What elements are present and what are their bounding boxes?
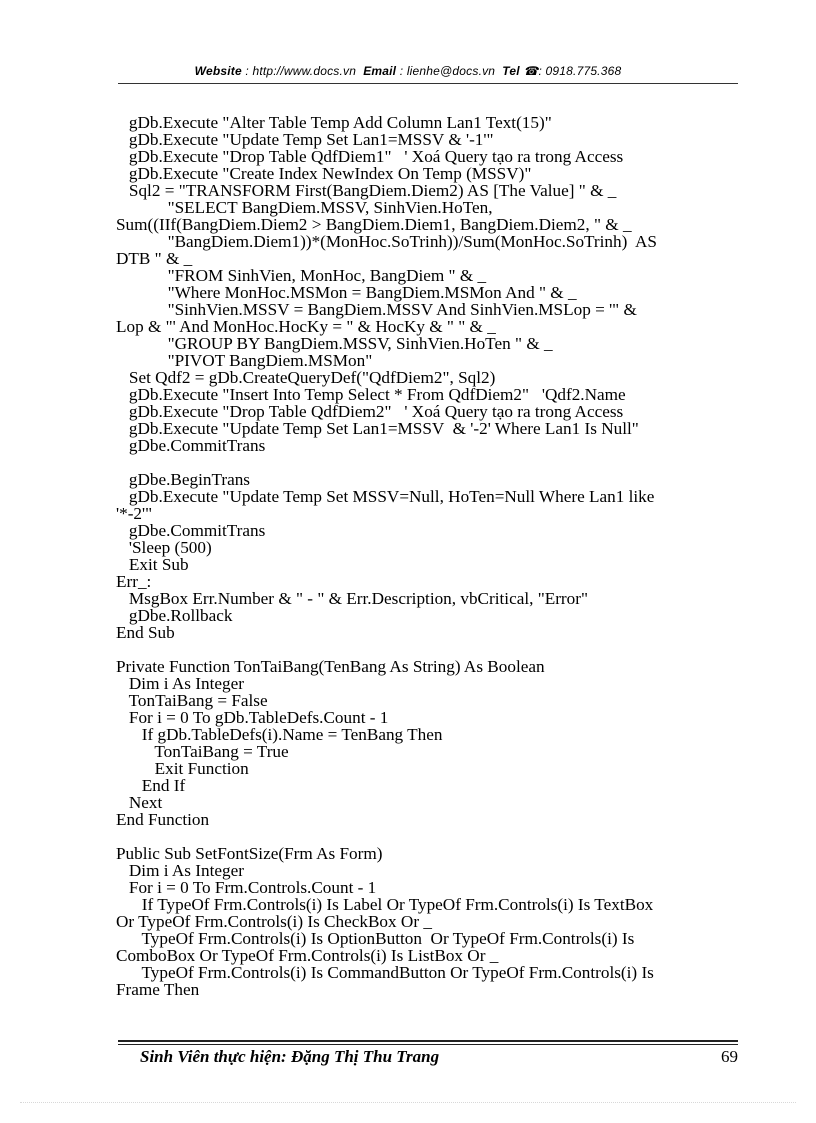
code-line: gDbe.CommitTrans xyxy=(116,436,266,455)
website-url: : http://www.docs.vn xyxy=(245,64,357,78)
blank-line xyxy=(116,454,736,471)
code-line: gDbe.BeginTrans xyxy=(116,470,250,489)
code-line: For i = 0 To gDb.TableDefs.Count - 1 xyxy=(116,708,389,727)
code-line: End If xyxy=(116,776,186,795)
code-line: gDbe.CommitTrans xyxy=(116,521,266,540)
code-line: "SinhVien.MSSV = BangDiem.MSSV And SinhVien.MSLop = '" & xyxy=(116,300,637,319)
blank-line xyxy=(116,828,736,845)
code-line: gDb.Execute "Update Temp Set MSSV=Null, HoTen=Null Where Lan1 like xyxy=(116,487,655,506)
code-line: Exit Function xyxy=(116,759,249,778)
code-line: Private Function TonTaiBang(TenBang As String) As Boolean xyxy=(116,657,545,676)
code-line: TypeOf Frm.Controls(i) Is CommandButton Or TypeOf Frm.Controls(i) Is xyxy=(116,963,654,982)
email-address: : lienhe@docs.vn xyxy=(399,64,496,78)
footer-divider-thick xyxy=(118,1040,738,1042)
code-line: DTB " & _ xyxy=(116,249,193,268)
code-line: Sql2 = "TRANSFORM First(BangDiem.Diem2) AS [The Value] " & _ xyxy=(116,181,617,200)
blank-line xyxy=(116,641,736,658)
code-line: gDb.Execute "Update Temp Set Lan1=MSSV & '-1'" xyxy=(116,130,494,149)
code-line: 'Sleep (500) xyxy=(116,538,212,557)
page-number: 69 xyxy=(721,1047,738,1066)
code-line: Set Qdf2 = gDb.CreateQueryDef("QdfDiem2", Sql2) xyxy=(116,368,496,387)
code-listing xyxy=(116,114,736,998)
code-line: TypeOf Frm.Controls(i) Is OptionButton Or TypeOf Frm.Controls(i) Is xyxy=(116,929,635,948)
code-line: Public Sub SetFontSize(Frm As Form) xyxy=(116,844,383,863)
tel-number: : 0918.775.368 xyxy=(538,64,622,78)
footer-divider-thin xyxy=(118,1044,738,1045)
code-line: MsgBox Err.Number & " - " & Err.Description, vbCritical, "Error" xyxy=(116,589,588,608)
code-line: Or TypeOf Frm.Controls(i) Is CheckBox Or _ xyxy=(116,912,432,931)
code-line: "BangDiem.Diem1))*(MonHoc.SoTrinh))/Sum(MonHoc.SoTrinh) AS xyxy=(116,232,657,251)
header-divider xyxy=(118,83,738,84)
code-line: '*-2'" xyxy=(116,504,153,523)
code-line: Exit Sub xyxy=(116,555,189,574)
page-header xyxy=(0,64,816,78)
footer-author: Sinh Viên thực hiện: Đặng Thị Thu Trang xyxy=(140,1047,440,1066)
code-line: TonTaiBang = False xyxy=(116,691,268,710)
code-line: "GROUP BY BangDiem.MSSV, SinhVien.HoTen " & _ xyxy=(116,334,553,353)
code-line: gDb.Execute "Alter Table Temp Add Column Lan1 Text(15)" xyxy=(116,113,552,132)
email-label: Email xyxy=(363,64,397,78)
code-line: ComboBox Or TypeOf Frm.Controls(i) Is ListBox Or _ xyxy=(116,946,499,965)
code-line: For i = 0 To Frm.Controls.Count - 1 xyxy=(116,878,377,897)
code-line: gDb.Execute "Insert Into Temp Select * From QdfDiem2" 'Qdf2.Name xyxy=(116,385,626,404)
website-label: Website xyxy=(194,64,242,78)
code-line: gDb.Execute "Drop Table QdfDiem2" ' Xoá Query tạo ra trong Access xyxy=(116,402,624,421)
code-line: Sum((IIf(BangDiem.Diem2 > BangDiem.Diem1, BangDiem.Diem2, " & _ xyxy=(116,215,632,234)
code-line: gDb.Execute "Drop Table QdfDiem1" ' Xoá Query tạo ra trong Access xyxy=(116,147,624,166)
code-line: Dim i As Integer xyxy=(116,861,244,880)
code-line: "PIVOT BangDiem.MSMon" xyxy=(116,351,373,370)
code-line: Dim i As Integer xyxy=(116,674,244,693)
code-line: If gDb.TableDefs(i).Name = TenBang Then xyxy=(116,725,443,744)
page-bottom-border xyxy=(20,1102,796,1103)
code-line: gDb.Execute "Create Index NewIndex On Temp (MSSV)" xyxy=(116,164,532,183)
code-line: Err_: xyxy=(116,572,152,591)
phone-icon: ☎ xyxy=(523,64,539,78)
code-line: "SELECT BangDiem.MSSV, SinhVien.HoTen, xyxy=(116,198,493,217)
code-line: "FROM SinhVien, MonHoc, BangDiem " & _ xyxy=(116,266,487,285)
code-line: TonTaiBang = True xyxy=(116,742,289,761)
code-line: gDbe.Rollback xyxy=(116,606,233,625)
code-line: gDb.Execute "Update Temp Set Lan1=MSSV & '-2' Where Lan1 Is Null" xyxy=(116,419,639,438)
code-line: If TypeOf Frm.Controls(i) Is Label Or TypeOf Frm.Controls(i) Is TextBox xyxy=(116,895,654,914)
code-line: "Where MonHoc.MSMon = BangDiem.MSMon And " & _ xyxy=(116,283,577,302)
code-line: End Function xyxy=(116,810,210,829)
code-line: Frame Then xyxy=(116,980,200,999)
tel-label: Tel xyxy=(502,64,520,78)
code-line: Next xyxy=(116,793,163,812)
code-line: Lop & "' And MonHoc.HocKy = " & HocKy & " " & _ xyxy=(116,317,496,336)
code-line: End Sub xyxy=(116,623,175,642)
